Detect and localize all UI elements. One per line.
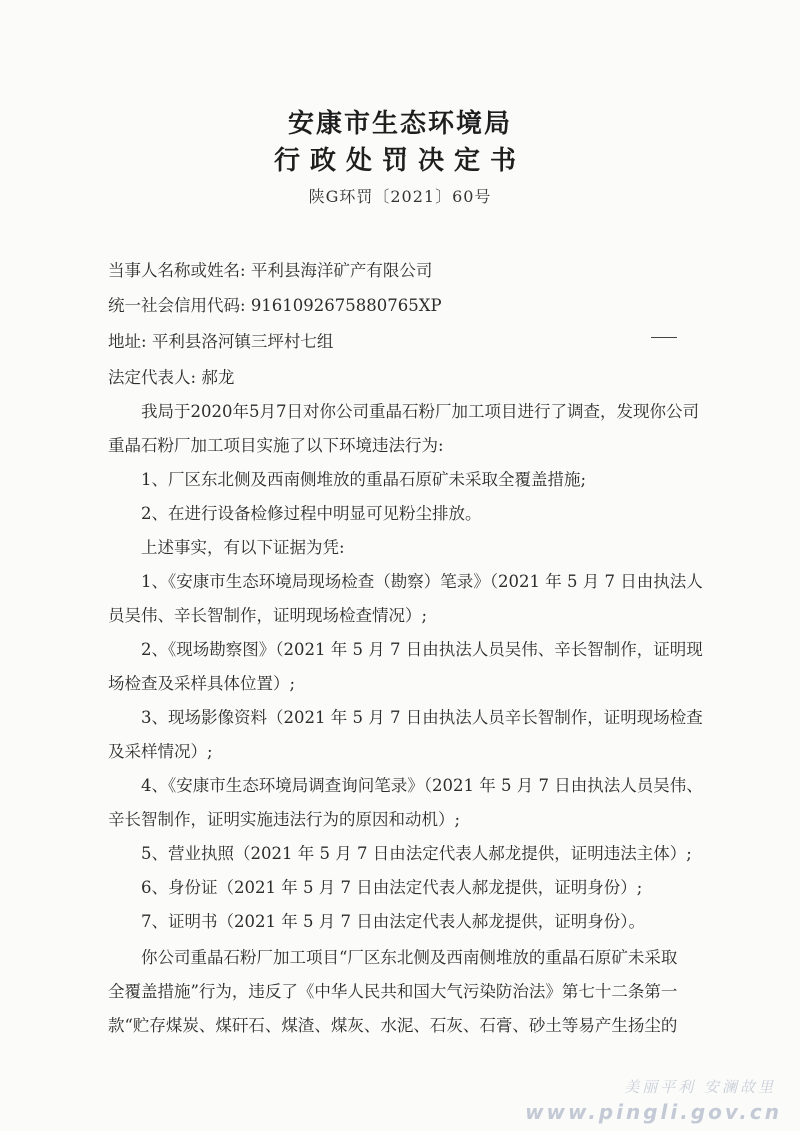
evidence-item-1: 1、《安康市生态环境局现场检查（勘察）笔录》（2021 年 5 月 7 日由执法人 — [141, 572, 703, 591]
watermark-url: www.pingli.gov.cn — [525, 1100, 782, 1124]
agency-title: 安康市生态环境局 — [287, 109, 512, 139]
address-label: 地址: — [108, 332, 147, 351]
finding-line-2: 全覆盖措施”行为，违反了《中华人民共和国大气污染防治法》第七十二条第一 — [108, 982, 678, 1001]
evidence-item-1-cont: 员吴伟、辛长智制作，证明现场检查情况）; — [108, 606, 428, 625]
watermark-slogan: 美丽平利 安澜故里 — [624, 1078, 776, 1096]
finding-line-1: 你公司重晶石粉厂加工项目“厂区东北侧及西南侧堆放的重晶石原矿未采取 — [141, 948, 678, 967]
evidence-intro: 上述事实，有以下证据为凭: — [141, 538, 345, 557]
evidence-item-4: 4、《安康市生态环境局调查询问笔录》（2021 年 5 月 7 日由执法人员吴伟、 — [141, 776, 703, 795]
address-dash-mark — [651, 337, 677, 338]
evidence-item-6: 6、身份证（2021 年 5 月 7 日由法定代表人郝龙提供，证明身份）; — [141, 878, 643, 897]
violation-item-2: 2、在进行设备检修过程中明显可见粉尘排放。 — [141, 504, 482, 523]
address-value: 平利县洛河镇三坪村七组 — [151, 332, 334, 351]
credit-code-row — [108, 292, 442, 316]
evidence-item-7: 7、证明书（2021 年 5 月 7 日由法定代表人郝龙提供，证明身份）。 — [141, 912, 645, 931]
document-type-title: 行政处罚决定书 — [273, 146, 526, 176]
legal-rep-row — [108, 364, 234, 388]
party-name-value: 平利县海洋矿产有限公司 — [250, 261, 433, 280]
credit-code-value: 9161092675880765XP — [250, 296, 442, 315]
evidence-item-5: 5、营业执照（2021 年 5 月 7 日由法定代表人郝龙提供，证明违法主体）; — [141, 844, 692, 863]
document-number: 陕G环罚〔2021〕60号 — [308, 187, 492, 206]
violation-item-1: 1、厂区东北侧及西南侧堆放的重晶石原矿未采取全覆盖措施; — [141, 470, 587, 489]
address-row — [108, 328, 333, 352]
credit-code-label: 统一社会信用代码: — [108, 296, 246, 315]
evidence-item-4-cont: 辛长智制作，证明实施违法行为的原因和动机）; — [108, 810, 461, 829]
evidence-item-2-cont: 场检查及采样具体位置）; — [108, 674, 296, 693]
evidence-item-3-cont: 及采样情况）; — [108, 742, 213, 761]
legal-rep-label: 法定代表人: — [108, 368, 197, 387]
finding-line-3: 款“贮存煤炭、煤矸石、煤渣、煤灰、水泥、石灰、石膏、砂土等易产生扬尘的 — [108, 1016, 678, 1035]
legal-rep-value: 郝龙 — [201, 368, 235, 387]
party-name-row — [108, 257, 432, 281]
evidence-item-2: 2、《现场勘察图》（2021 年 5 月 7 日由执法人员吴伟、辛长智制作，证明现 — [141, 640, 703, 659]
evidence-item-3: 3、现场影像资料（2021 年 5 月 7 日由执法人员辛长智制作，证明现场检查 — [141, 708, 703, 727]
party-name-label: 当事人名称或姓名: — [108, 261, 246, 280]
body-line-1: 我局于2020年5月7日对你公司重晶石粉厂加工项目进行了调查，发现你公司 — [141, 402, 699, 421]
body-line-2: 重晶石粉厂加工项目实施了以下环境违法行为: — [108, 436, 444, 455]
